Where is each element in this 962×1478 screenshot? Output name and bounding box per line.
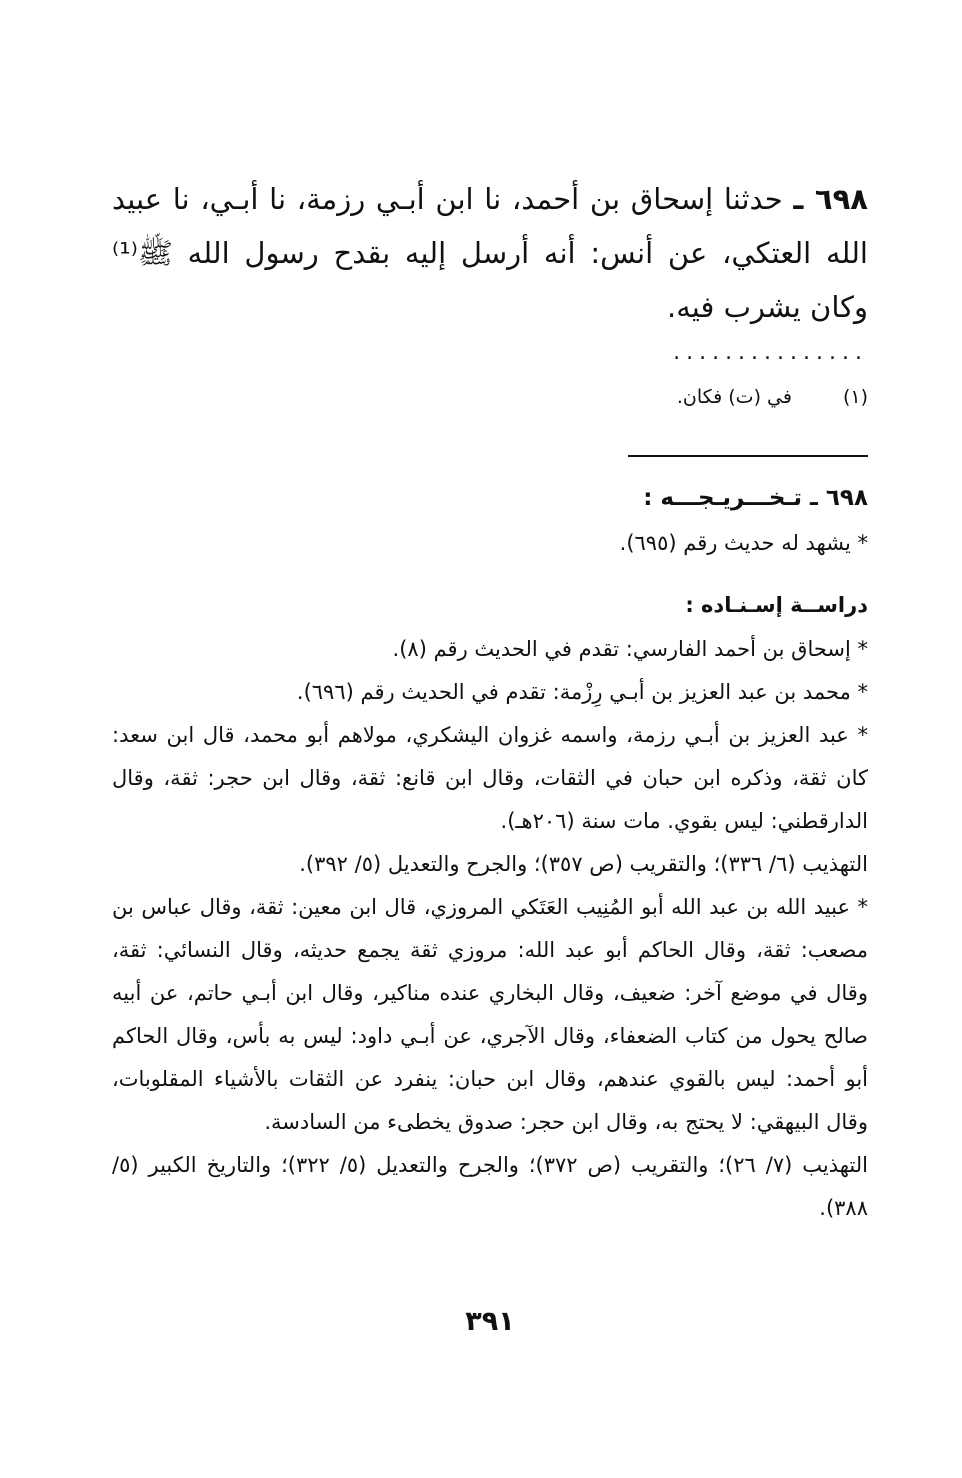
footnote xyxy=(112,382,868,412)
narrator-entry: * محمد بن عبد العزيز بن أبـي رِزْمة: تقدم في الحديث رقم (٦٩٦). xyxy=(296,680,868,704)
section-divider xyxy=(628,455,868,457)
hadith-body: حدثنا إسحاق بن أحمد، نا ابن أبـي رزمة، نا أبـي، نا عبيد الله العتكي، عن أنس: أنه أرسل إليه بقدح رسول الله ﷺ⁽¹⁾ وكان يشرب فيه. xyxy=(112,182,868,324)
takhrij-body xyxy=(112,522,868,565)
footnote-text: في (ت) فكان. xyxy=(676,386,792,408)
page-number: ٣٩١ xyxy=(465,1306,515,1337)
hadith-number: ٦٩٨ ـ xyxy=(793,182,868,216)
narrator-entry: * عبيد الله بن عبد الله أبو المُنِيب العَتَكي المروزي، قال ابن معين: ثقة، وقال عباس بن مصعب: ثقة، وقال الحاكم أبو عبد الله: مروزي ثقة يجمع حديثه، وقال النسائي: ثقة، وقال في موضع آخر: ضعيف، وقال البخاري عنده مناكير، وقال ابن أبـي حاتم، عن أبيه صالح يحول من كتاب الضعفاء، وقال الآجري، عن أبـي داود: ليس به بأس، وقال الحاكم أبو أحمد: ليس بالقوي عندهم، وقال ابن حبان: ينفرد عن الثقات بالأشياء المقلوبات، وقال البيهقي: لا يحتج به، وقال ابن حجر: صدوق يخطىء من السادسة. xyxy=(112,895,868,1134)
dirasa-body xyxy=(112,628,868,1230)
hadith-text-block xyxy=(112,172,868,334)
narrator-entry: * إسحاق بن أحمد الفارسي: تقدم في الحديث رقم (٨). xyxy=(392,637,868,661)
dirasa-heading: دراســة إسـنـاده : xyxy=(685,593,868,617)
book-page xyxy=(112,0,868,1478)
references-line: التهذيب (٦/ ٣٣٦)؛ والتقريب (ص ٣٥٧)؛ والجرح والتعديل (٥/ ٣٩٢). xyxy=(299,852,868,876)
footnote-separator-dots: ............... xyxy=(673,340,868,365)
takhrij-heading: ٦٩٨ ـ تـخـــريـجـــه : xyxy=(643,485,868,511)
narrator-entry: * عبد العزيز بن أبـي رزمة، واسمه غزوان اليشكري، مولاهم أبو محمد، قال ابن سعد: كان ثقة، وذكره ابن حبان في الثقات، وقال ابن قانع: ثقة، وقال ابن حجر: ثقة، وقال الدارقطني: ليس بقوي. مات سنة (٢٠٦هـ). xyxy=(112,723,868,833)
references-line: التهذيب (٧/ ٢٦)؛ والتقريب (ص ٣٧٢)؛ والجرح والتعديل (٥/ ٣٢٢)؛ والتاريخ الكبير (٥/ ٣٨٨). xyxy=(112,1153,868,1220)
takhrij-item: * يشهد له حديث رقم (٦٩٥). xyxy=(619,531,868,555)
footnote-number: (١) xyxy=(842,386,868,408)
